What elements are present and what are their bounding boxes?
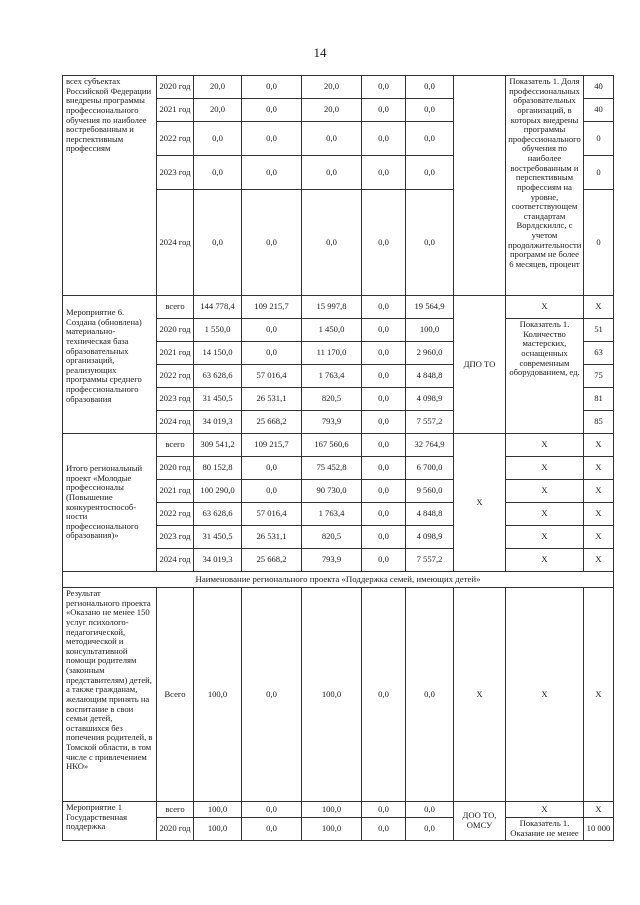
- municipal-cell: 0,0: [362, 122, 406, 156]
- federal-cell: 0,0: [242, 480, 302, 503]
- total-cell: 31 450,5: [194, 388, 242, 411]
- target-cell: Х: [584, 457, 614, 480]
- extrabudget-cell: 4 098,9: [406, 526, 454, 549]
- federal-cell: 0,0: [242, 190, 302, 296]
- federal-cell: 0,0: [242, 156, 302, 190]
- municipal-cell: 0,0: [362, 99, 406, 122]
- indicator-cell: Х: [506, 588, 584, 802]
- table-row: [63, 802, 614, 818]
- municipal-cell: 0,0: [362, 190, 406, 296]
- year-cell: всего: [157, 296, 194, 319]
- federal-cell: 0,0: [242, 76, 302, 99]
- table-row: [63, 572, 614, 588]
- regional-cell: 0,0: [302, 122, 362, 156]
- municipal-cell: 0,0: [362, 365, 406, 388]
- extrabudget-cell: 100,0: [406, 319, 454, 342]
- regional-cell: 793,9: [302, 411, 362, 434]
- federal-cell: 0,0: [242, 457, 302, 480]
- municipal-cell: 0,0: [362, 526, 406, 549]
- year-cell: 2023 год: [157, 388, 194, 411]
- federal-cell: 26 531,1: [242, 526, 302, 549]
- total-cell: 309 541,2: [194, 434, 242, 457]
- executor-cell: [454, 76, 506, 296]
- target-cell: Х: [584, 549, 614, 572]
- year-cell: 2022 год: [157, 503, 194, 526]
- regional-cell: 20,0: [302, 99, 362, 122]
- indicator-cell: Х: [506, 296, 584, 319]
- extrabudget-cell: 0,0: [406, 190, 454, 296]
- extrabudget-cell: 6 700,0: [406, 457, 454, 480]
- year-cell: Всего: [157, 588, 194, 802]
- indicator-cell: Х: [506, 434, 584, 457]
- year-cell: 2020 год: [157, 457, 194, 480]
- extrabudget-cell: 4 848,8: [406, 503, 454, 526]
- total-cell: 34 019,3: [194, 549, 242, 572]
- target-cell: 63: [584, 342, 614, 365]
- executor-cell: ДПО ТО: [454, 296, 506, 434]
- federal-cell: 0,0: [242, 342, 302, 365]
- municipal-cell: 0,0: [362, 588, 406, 802]
- target-cell: 85: [584, 411, 614, 434]
- regional-cell: 100,0: [302, 588, 362, 802]
- regional-cell: 75 452,8: [302, 457, 362, 480]
- year-cell: 2023 год: [157, 156, 194, 190]
- federal-cell: 0,0: [242, 99, 302, 122]
- federal-cell: 0,0: [242, 588, 302, 802]
- federal-cell: 0,0: [242, 818, 302, 841]
- federal-cell: 26 531,1: [242, 388, 302, 411]
- year-cell: 2020 год: [157, 76, 194, 99]
- total-cell: 14 150,0: [194, 342, 242, 365]
- total-cell: 20,0: [194, 99, 242, 122]
- indicator-cell: Х: [506, 480, 584, 503]
- regional-cell: 100,0: [302, 802, 362, 818]
- total-cell: 1 550,0: [194, 319, 242, 342]
- year-cell: всего: [157, 802, 194, 818]
- project-heading: Наименование регионального проекта «Поддержка семей, имеющих детей»: [63, 572, 614, 588]
- regional-cell: 20,0: [302, 76, 362, 99]
- municipal-cell: 0,0: [362, 388, 406, 411]
- year-cell: 2024 год: [157, 411, 194, 434]
- extrabudget-cell: 9 560,0: [406, 480, 454, 503]
- indicator-cell: Х: [506, 503, 584, 526]
- regional-cell: 15 997,8: [302, 296, 362, 319]
- regional-cell: 793,9: [302, 549, 362, 572]
- target-cell: Х: [584, 296, 614, 319]
- total-cell: 100 290,0: [194, 480, 242, 503]
- municipal-cell: 0,0: [362, 549, 406, 572]
- table-row: [63, 296, 614, 319]
- target-cell: Х: [584, 588, 614, 802]
- regional-cell: 167 560,6: [302, 434, 362, 457]
- indicator-cell: Х: [506, 802, 584, 818]
- federal-cell: 109 215,7: [242, 434, 302, 457]
- target-cell: 0: [584, 122, 614, 156]
- target-cell: Х: [584, 434, 614, 457]
- municipal-cell: 0,0: [362, 319, 406, 342]
- extrabudget-cell: 0,0: [406, 76, 454, 99]
- regional-cell: 1 763,4: [302, 365, 362, 388]
- indicator-cell: Показатель 1. Количество мастерских, оснащенных современным оборудованием, ед.: [506, 319, 584, 434]
- total-cell: 63 628,6: [194, 365, 242, 388]
- year-cell: 2022 год: [157, 365, 194, 388]
- municipal-cell: 0,0: [362, 457, 406, 480]
- extrabudget-cell: 7 557,2: [406, 411, 454, 434]
- target-cell: 0: [584, 190, 614, 296]
- regional-cell: 820,5: [302, 388, 362, 411]
- total-cell: 31 450,5: [194, 526, 242, 549]
- extrabudget-cell: 7 557,2: [406, 549, 454, 572]
- indicator-cell: Х: [506, 457, 584, 480]
- target-cell: Х: [584, 802, 614, 818]
- municipal-cell: 0,0: [362, 818, 406, 841]
- municipal-cell: 0,0: [362, 296, 406, 319]
- extrabudget-cell: 0,0: [406, 802, 454, 818]
- year-cell: 2022 год: [157, 122, 194, 156]
- event-name: Мероприятие 1 Государственная поддержка: [63, 802, 157, 841]
- federal-cell: 57 016,4: [242, 365, 302, 388]
- municipal-cell: 0,0: [362, 434, 406, 457]
- federal-cell: 25 668,2: [242, 411, 302, 434]
- extrabudget-cell: 0,0: [406, 99, 454, 122]
- total-cell: 63 628,6: [194, 503, 242, 526]
- table-row: [63, 588, 614, 802]
- total-cell: 34 019,3: [194, 411, 242, 434]
- extrabudget-cell: 4 098,9: [406, 388, 454, 411]
- result-name: Результат регионального проекта «Оказано не менее 150 услуг психолого-педагогической, методической и консультативной помощи родителям (законным представителям) детей, а также гражданам, желающим принять на воспитание в свои семьи детей, оставшихся без попечения родителей, в Томской области, в том числе с привлечением НКО»: [63, 588, 157, 802]
- total-cell: 100,0: [194, 818, 242, 841]
- target-cell: Х: [584, 526, 614, 549]
- extrabudget-cell: 0,0: [406, 818, 454, 841]
- regional-cell: 0,0: [302, 190, 362, 296]
- target-cell: Х: [584, 503, 614, 526]
- federal-cell: 0,0: [242, 122, 302, 156]
- municipal-cell: 0,0: [362, 342, 406, 365]
- year-cell: 2024 год: [157, 549, 194, 572]
- target-cell: 75: [584, 365, 614, 388]
- municipal-cell: 0,0: [362, 76, 406, 99]
- year-cell: 2023 год: [157, 526, 194, 549]
- program-financing-table: [62, 75, 614, 841]
- indicator-cell: Показатель 1. Оказание не менее: [506, 818, 584, 841]
- target-cell: Х: [584, 480, 614, 503]
- target-cell: 40: [584, 76, 614, 99]
- event-name: всех субъектах Российской Федерации внедрены программы профессионального обучения по наиболее востребованным и перспективным профессиям: [63, 76, 157, 296]
- executor-cell: ДОО ТО, ОМСУ: [454, 802, 506, 841]
- federal-cell: 0,0: [242, 802, 302, 818]
- year-cell: 2021 год: [157, 480, 194, 503]
- target-cell: 0: [584, 156, 614, 190]
- year-cell: 2024 год: [157, 190, 194, 296]
- extrabudget-cell: 32 764,9: [406, 434, 454, 457]
- municipal-cell: 0,0: [362, 503, 406, 526]
- table-row: [63, 434, 614, 457]
- year-cell: 2021 год: [157, 342, 194, 365]
- target-cell: 51: [584, 319, 614, 342]
- total-cell: 144 778,4: [194, 296, 242, 319]
- federal-cell: 57 016,4: [242, 503, 302, 526]
- municipal-cell: 0,0: [362, 480, 406, 503]
- regional-cell: 100,0: [302, 818, 362, 841]
- event-name: Итого региональный проект «Молодые профессионалы (Повышение конкурентоспособ-ности профессионального образования)»: [63, 434, 157, 572]
- year-cell: 2021 год: [157, 99, 194, 122]
- total-cell: 100,0: [194, 588, 242, 802]
- extrabudget-cell: 0,0: [406, 122, 454, 156]
- total-cell: 0,0: [194, 122, 242, 156]
- target-cell: 81: [584, 388, 614, 411]
- event-name: Мероприятие 6. Создана (обновлена) материально-техническая база образовательных организаций, реализующих программы среднего профессионального образования: [63, 296, 157, 434]
- page-number: 14: [313, 45, 327, 60]
- total-cell: 100,0: [194, 802, 242, 818]
- regional-cell: 11 170,0: [302, 342, 362, 365]
- indicator-cell: Х: [506, 549, 584, 572]
- extrabudget-cell: 2 960,0: [406, 342, 454, 365]
- federal-cell: 25 668,2: [242, 549, 302, 572]
- total-cell: 0,0: [194, 190, 242, 296]
- executor-cell: Х: [454, 588, 506, 802]
- target-cell: 40: [584, 99, 614, 122]
- municipal-cell: 0,0: [362, 156, 406, 190]
- total-cell: 0,0: [194, 156, 242, 190]
- year-cell: 2020 год: [157, 319, 194, 342]
- total-cell: 80 152,8: [194, 457, 242, 480]
- executor-cell: Х: [454, 434, 506, 572]
- regional-cell: 1 763,4: [302, 503, 362, 526]
- municipal-cell: 0,0: [362, 802, 406, 818]
- regional-cell: 820,5: [302, 526, 362, 549]
- year-cell: всего: [157, 434, 194, 457]
- table-row: [63, 76, 614, 99]
- year-cell: 2020 год: [157, 818, 194, 841]
- regional-cell: 0,0: [302, 156, 362, 190]
- extrabudget-cell: 19 564,9: [406, 296, 454, 319]
- indicator-cell: Показатель 1. Доля профессиональных образовательных организаций, в которых внедрены программы профессионального обучения по наиболее востребованным и перспективным профессиям на уровне, соответствующем стандартам Ворлдскиллс, с учетом продолжительности программ не более 6 месяцев, процент: [506, 76, 584, 296]
- regional-cell: 90 730,0: [302, 480, 362, 503]
- municipal-cell: 0,0: [362, 411, 406, 434]
- federal-cell: 109 215,7: [242, 296, 302, 319]
- total-cell: 20,0: [194, 76, 242, 99]
- extrabudget-cell: 4 848,8: [406, 365, 454, 388]
- federal-cell: 0,0: [242, 319, 302, 342]
- indicator-cell: Х: [506, 526, 584, 549]
- extrabudget-cell: 0,0: [406, 588, 454, 802]
- target-cell: 10 000: [584, 818, 614, 841]
- regional-cell: 1 450,0: [302, 319, 362, 342]
- extrabudget-cell: 0,0: [406, 156, 454, 190]
